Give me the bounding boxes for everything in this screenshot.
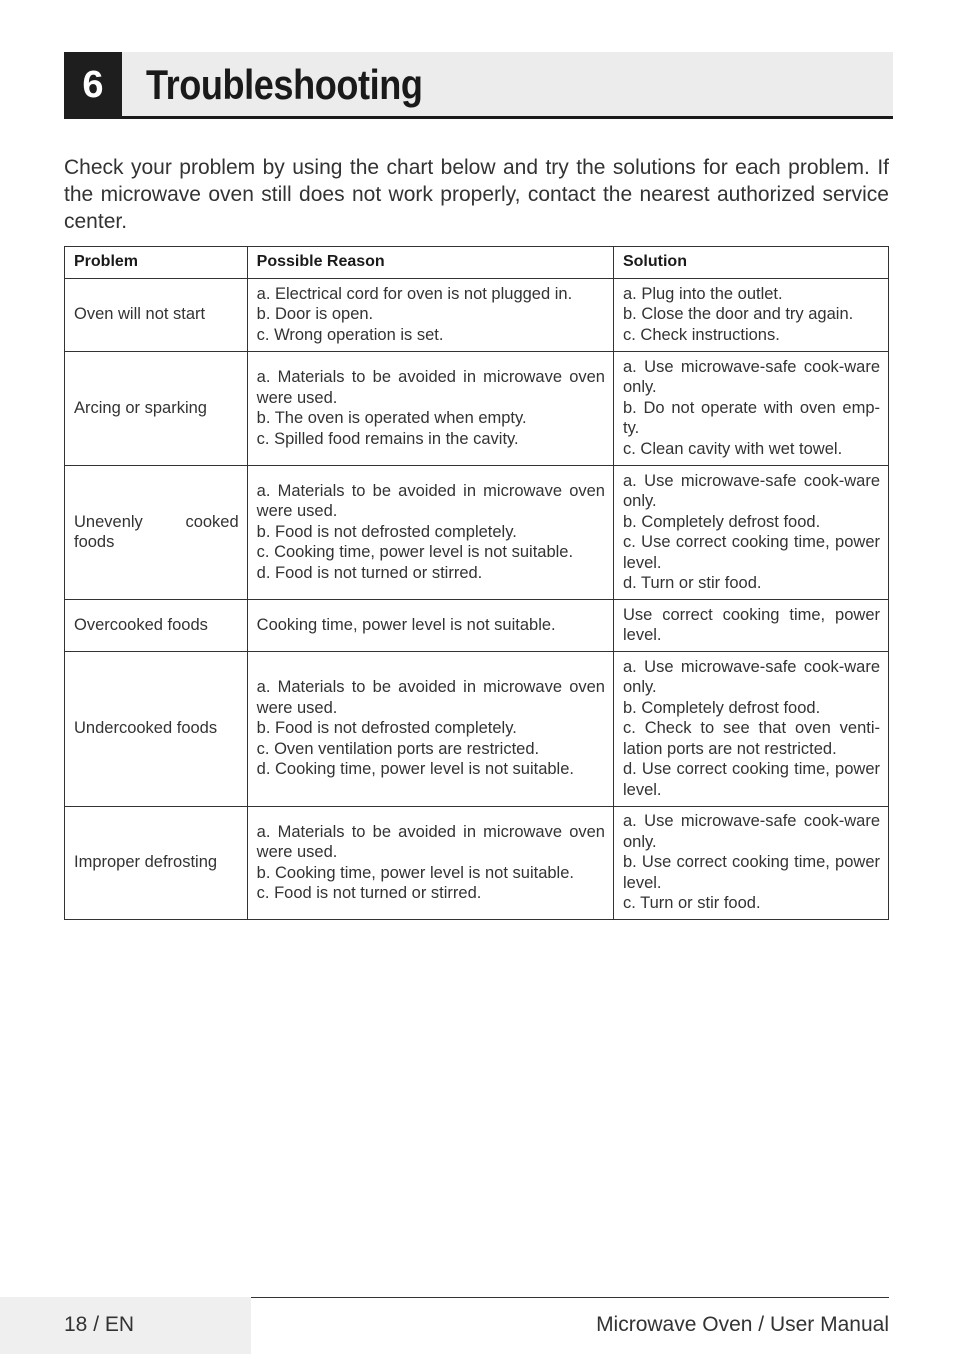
problem-cell: Unevenly cooked foods bbox=[65, 466, 248, 600]
solution-line: c. Clean cavity with wet towel. bbox=[622, 439, 843, 458]
column-header-reason: Possible Reason bbox=[247, 247, 613, 279]
solution-line: c. Turn or stir food. bbox=[622, 894, 761, 913]
solution-line: b. Close the door and try again. bbox=[622, 305, 854, 324]
reason-line: c. Wrong operation is set. bbox=[256, 325, 444, 344]
reason-line: a. Materials to be avoided in microwave oven were used. bbox=[256, 822, 605, 861]
troubleshooting-table bbox=[64, 246, 889, 920]
solution-cell bbox=[613, 600, 888, 652]
solution-line: b. Completely defrost food. bbox=[622, 512, 821, 531]
reason-line: a. Electrical cord for oven is not plugged in. bbox=[256, 284, 573, 303]
problem-cell: Oven will not start bbox=[65, 279, 248, 352]
intro-paragraph: Check your problem by using the chart below and try the solutions for each problem. If the microwave oven still does not work properly, contact the nearest authorized service center. bbox=[64, 156, 889, 233]
reason-line: c. Oven ventilation ports are restricted. bbox=[256, 739, 540, 758]
reason-cell bbox=[247, 807, 613, 920]
reason-line: c. Cooking time, power level is not suitable. bbox=[256, 543, 574, 562]
reason-cell bbox=[247, 600, 613, 652]
solution-line: d. Use correct cooking time, power level. bbox=[622, 760, 880, 799]
reason-cell bbox=[247, 652, 613, 807]
reason-cell bbox=[247, 466, 613, 600]
table-body bbox=[65, 279, 889, 920]
solution-cell bbox=[613, 652, 888, 807]
solution-line: a. Use microwave-safe cook-ware only. bbox=[622, 812, 880, 851]
reason-line: a. Materials to be avoided in microwave oven were used. bbox=[256, 368, 605, 407]
reason-cell bbox=[247, 279, 613, 352]
solution-line: b. Do not operate with oven emp-ty. bbox=[622, 398, 880, 438]
reason-line: d. Cooking time, power level is not suitable. bbox=[256, 760, 574, 779]
solution-line: c. Check to see that oven venti-lation ports are not restricted. bbox=[622, 719, 880, 758]
reason-line: a. Materials to be avoided in microwave oven were used. bbox=[256, 481, 605, 521]
solution-line: a. Use microwave-safe cook-ware only. bbox=[622, 357, 880, 397]
solution-line: a. Plug into the outlet. bbox=[622, 284, 783, 303]
table-row bbox=[65, 466, 889, 600]
problem-cell: Arcing or sparking bbox=[65, 352, 248, 466]
reason-line: b. Door is open. bbox=[256, 305, 374, 324]
table-row bbox=[65, 352, 889, 466]
solution-cell bbox=[613, 279, 888, 352]
column-header-problem: Problem bbox=[65, 247, 248, 279]
reason-line: Cooking time, power level is not suitable. bbox=[256, 615, 556, 634]
solution-line: b. Completely defrost food. bbox=[622, 698, 821, 717]
solution-line: a. Use microwave-safe cook-ware only. bbox=[622, 657, 880, 697]
reason-line: b. The oven is operated when empty. bbox=[256, 409, 527, 427]
solution-line: a. Use microwave-safe cook-ware only. bbox=[622, 471, 880, 510]
chapter-header bbox=[64, 52, 893, 119]
solution-line: d. Turn or stir food. bbox=[622, 574, 762, 592]
table-row bbox=[65, 652, 889, 807]
table-row bbox=[65, 279, 889, 352]
page-number: 18 / EN bbox=[64, 1313, 135, 1336]
table-header-row bbox=[65, 247, 889, 279]
manual-title: Microwave Oven / User Manual bbox=[596, 1313, 889, 1336]
solution-cell bbox=[613, 807, 888, 920]
reason-line: c. Spilled food remains in the cavity. bbox=[256, 429, 519, 448]
reason-line: c. Food is not turned or stirred. bbox=[256, 884, 482, 902]
table-row bbox=[65, 807, 889, 920]
solution-line: b. Use correct cooking time, power level. bbox=[622, 853, 880, 892]
footer-divider bbox=[251, 1297, 889, 1298]
solution-cell bbox=[613, 352, 888, 466]
table-row bbox=[65, 600, 889, 652]
problem-cell: Undercooked foods bbox=[65, 652, 248, 807]
solution-cell bbox=[613, 466, 888, 600]
reason-line: b. Food is not defrosted completely. bbox=[256, 522, 517, 541]
solution-line: c. Check instructions. bbox=[622, 325, 780, 344]
reason-line: d. Food is not turned or stirred. bbox=[256, 563, 483, 582]
solution-line: Use correct cooking time, power level. bbox=[622, 605, 880, 644]
reason-line: b. Food is not defrosted completely. bbox=[256, 719, 517, 738]
reason-line: a. Materials to be avoided in microwave oven were used. bbox=[256, 678, 605, 717]
problem-cell: Improper defrosting bbox=[65, 807, 248, 920]
reason-cell bbox=[247, 352, 613, 466]
page-title: Troubleshooting bbox=[146, 61, 423, 108]
chapter-number: 6 bbox=[64, 52, 122, 119]
reason-line: b. Cooking time, power level is not suitable. bbox=[256, 863, 574, 882]
solution-line: c. Use correct cooking time, power level. bbox=[622, 533, 880, 572]
column-header-solution: Solution bbox=[613, 247, 888, 279]
problem-cell: Overcooked foods bbox=[65, 600, 248, 652]
